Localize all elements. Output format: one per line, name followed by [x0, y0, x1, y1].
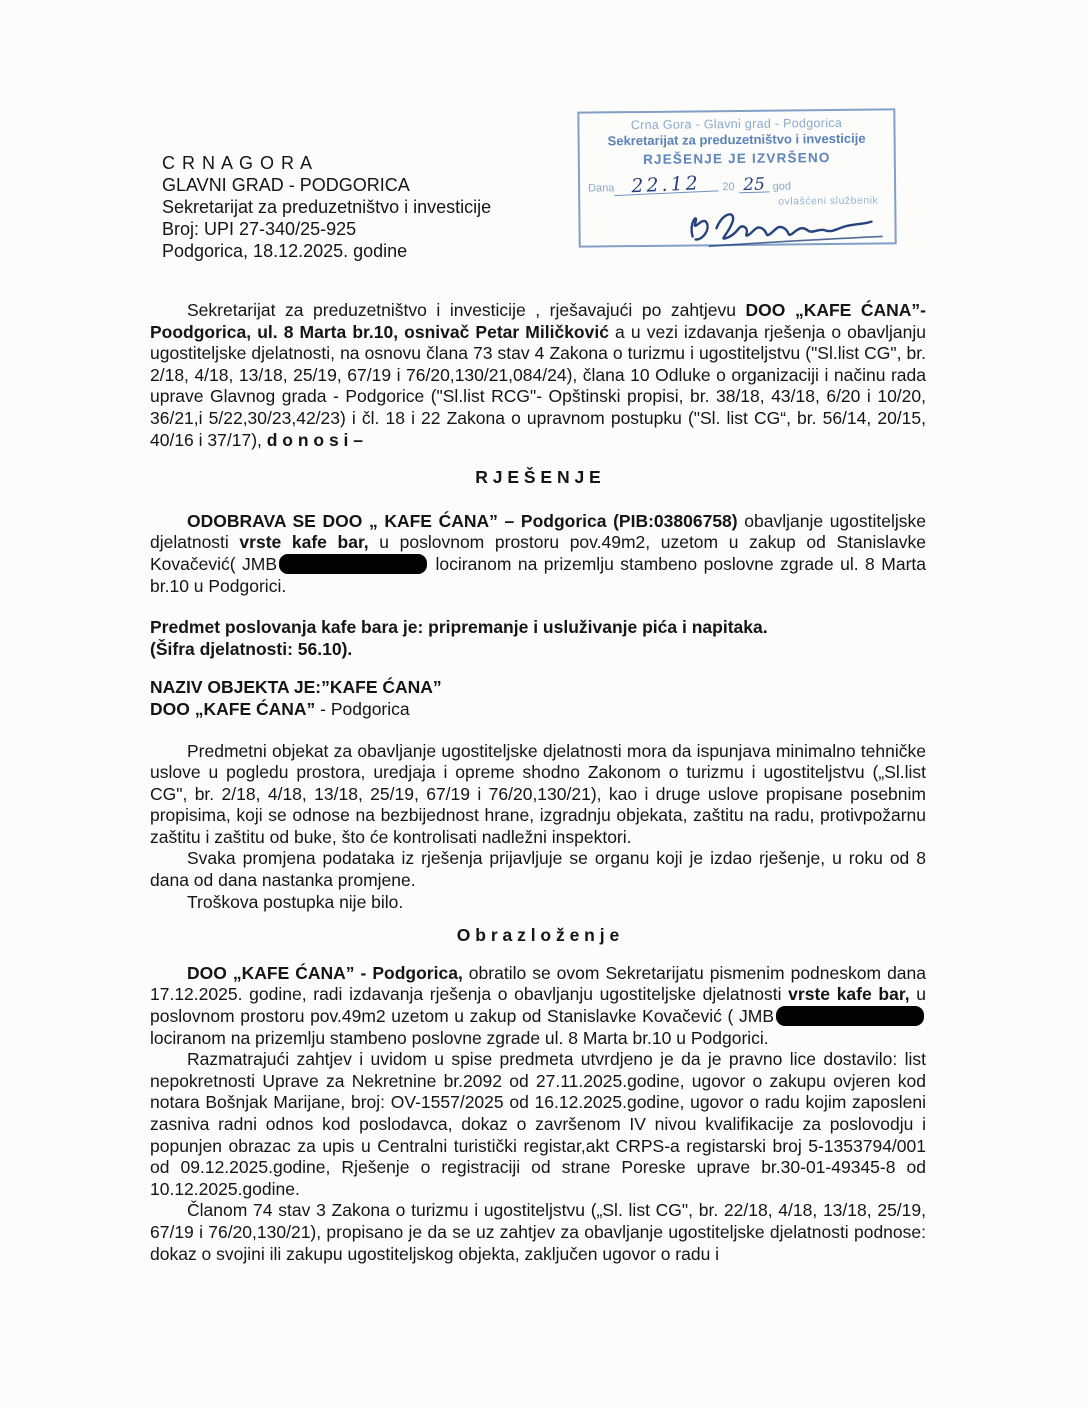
- letterhead-department: Sekretarijat za preduzetništvo i investicije: [162, 197, 492, 217]
- predmet-line1: Predmet poslovanja kafe bara je: pripremanje i usluživanje pića i napitaka.: [150, 617, 768, 638]
- letterhead-case-number: Broj: UPI 27-340/25-925: [162, 219, 357, 239]
- odobrava-paragraph: [150, 511, 926, 597]
- promjena-paragraph: Svaka promjena podataka iz rješenja prijavljuje se organu koji je izdao rješenje, u roku od 8 dana od dana nastanka promjene.: [150, 848, 926, 891]
- obraz1-company-bold: DOO „KAFE ĆANA” - Podgorica,: [187, 962, 463, 983]
- heading-obrazlozenje: O b r a z l o ž e n j e: [456, 925, 620, 946]
- odobrava-bold: ODOBRAVA SE DOO „ KAFE ĆANA” – Podgorica (PIB:03806758): [187, 510, 738, 531]
- stamp-year-suffix: god: [772, 180, 792, 193]
- letterhead: [162, 152, 491, 262]
- obraz1-text-3: lociranom na prizemlju stambeno poslovne zgrade ul. 8 Marta br.10 u Podgorici.: [150, 1027, 769, 1048]
- legal-basis-text: a u vezi izdavanja rješenja o obavljanju ugostiteljske djelatnosti, na osnovu člana 73 stav 4 Zakona o turizmu i ugostiteljstvu ("Sl.list CG", br. 2/18, 4/18, 13/18, 25/19, 67/19 i 76/20,130/21,084/24), člana 10 Odluke o organizaciji i načinu rada uprave Glavnog grada - Podgorice ("Sl.list RCG"- Opštinski propisi, br. 38/18, 43/18, 6/20 i 10/20, 36/21,i 5/22,30/23,42/23) i čl. 18 i 22 Zakona o upravnom postupku ("Sl. list CG“, br. 56/14, 20/15, 40/16 i 37/17),: [150, 321, 926, 450]
- stamp-date-row: [588, 172, 886, 198]
- stamp-official-label: ovlašćeni službenik: [778, 194, 879, 208]
- official-signature-scribble: [678, 200, 893, 254]
- heading-rjesenje: R J E Š E N J E: [475, 467, 601, 488]
- obrazlozenje-paragraph-2: Razmatrajući zahtjev i uvidom u spise predmeta utvrdjeno je da je pravno lice dostavilo: list nepokretnosti Uprave za Nekretnine br.2092 od 27.11.2025.godine, ugovor o zakupu ovjeren kod notara Bošnjak Marijane, broj: OV-1557/2025 od 16.12.2025.godine, ugovor o radu kojim zaposleni zasniva radni odnos kod poslodavca, dokaz o završenom IV nivou kvalifikacije za poslovodju i popunjen obrazac za upis u Centralni turistički registar,akt CRPS-a registarski broj 5-1353794/001 od 09.12.2025.godine, Rješenje o registraciji od strane Poreske uprave br.30-01-49345-8 od 10.12.2025.godine.: [150, 1049, 926, 1199]
- execution-stamp: [577, 108, 896, 247]
- letterhead-country: C R N A G O R A: [162, 153, 314, 173]
- naziv-block: [150, 677, 926, 720]
- troskovi-paragraph: Troškova postupka nije bilo.: [187, 891, 404, 912]
- sifra-djelatnosti-line: (Šifra djelatnosti: 56.10).: [150, 638, 353, 659]
- stamp-authority-line: Crna Gora - Glavni grad - Podgorica: [630, 115, 843, 133]
- stamp-department-line: Sekretarijat za preduzetništvo i investicije: [607, 130, 866, 149]
- document-body: [150, 300, 926, 1265]
- letterhead-place-date: Podgorica, 18.12.2025. godine: [162, 241, 408, 261]
- jmb-redaction-box-2: [776, 1006, 924, 1026]
- odobrava-text-3: lociranom na prizemlju stambeno poslovne zgrade ul. 8 Marta br.10 u Podgorici.: [150, 553, 926, 596]
- intro-paragraph: [150, 300, 926, 451]
- applicant-name-bold: DOO „KAFE ĆANA”- Poodgorica, ul. 8 Marta br.10, osnivač Petar Miličković: [150, 300, 926, 342]
- intro-text: Sekretarijat za preduzetništvo i investicije , rješavajući po zahtjevu: [187, 300, 746, 320]
- obrazlozenje-paragraph-3: Članom 74 stav 3 Zakona o turizmu i ugostiteljstvu („Sl. list CG", br. 22/18, 4/18, 13/18, 25/19, 67/19 i 76/20,130/21), propisano je da se uz zahtjev za obavljanje ugostiteljske djelatnosti podnose: dokaz o svojini ili zakupu ugostiteljskog objekta, zaključen ugovor o radu i: [150, 1200, 926, 1264]
- doo-name-bold: DOO „KAFE ĆANA”: [150, 698, 316, 719]
- uslovi-paragraph: Predmetni objekat za obavljanje ugostiteljske djelatnosti mora da ispunjava minimalno tehničke uslove u pogledu prostora, uredjaja i opreme shodno Zakonom o turizmu i ugostiteljstvu („Sl.list CG", br. 2/18, 4/18, 13/18, 25/19, 67/19 i 76/20,130/21), kao i druge uslove propisane posebnim propisima, koji se odnose na bezbijednost hrane, izgradnju objekata, zaštitu na radu, protivpožarnu zaštitu i zaštitu od buke, što će kontrolisati nadležni inspektori.: [150, 740, 926, 847]
- predmet-block: [150, 617, 926, 660]
- obraz1-text-1: obratilo se ovom Sekretarijatu pismenim podneskom dana 17.12.2025. godine, radi izdavanja rješenja o obavljanju ugostiteljske djelatnosti: [150, 962, 926, 1005]
- doo-name-city: - Podgorica: [315, 698, 410, 719]
- donosi-bold: d o n o s i –: [266, 429, 364, 450]
- vrste-kafe-bar-bold: vrste kafe bar,: [239, 532, 369, 553]
- stamp-handwritten-year: 25: [738, 177, 768, 193]
- obraz1-text-2: u poslovnom prostoru pov.49m2 uzetom u zakup od Stanislavke Kovačević ( JMB: [150, 984, 926, 1027]
- stamp-executed-line: RJEŠENJE JE IZVRŠENO: [642, 150, 831, 167]
- odobrava-text-2: u poslovnom prostoru pov.49m2, uzetom u zakup od Stanislavke Kovačević( JMB: [150, 532, 926, 574]
- odobrava-text-1: obavljanje ugostiteljske djelatnosti: [150, 510, 927, 553]
- letterhead-city: GLAVNI GRAD - PODGORICA: [162, 175, 410, 195]
- stamp-date-label: Dana: [588, 182, 615, 195]
- obraz1-vrste-bold: vrste kafe bar,: [788, 984, 910, 1005]
- jmb-redaction-box: [279, 554, 427, 574]
- obrazlozenje-paragraph-1: [150, 963, 926, 1049]
- stamp-handwritten-date: 22.12: [614, 174, 719, 196]
- naziv-objekta-line: NAZIV OBJEKTA JE:”KAFE ĆANA”: [150, 677, 442, 698]
- stamp-year-prefix: 20: [722, 181, 735, 194]
